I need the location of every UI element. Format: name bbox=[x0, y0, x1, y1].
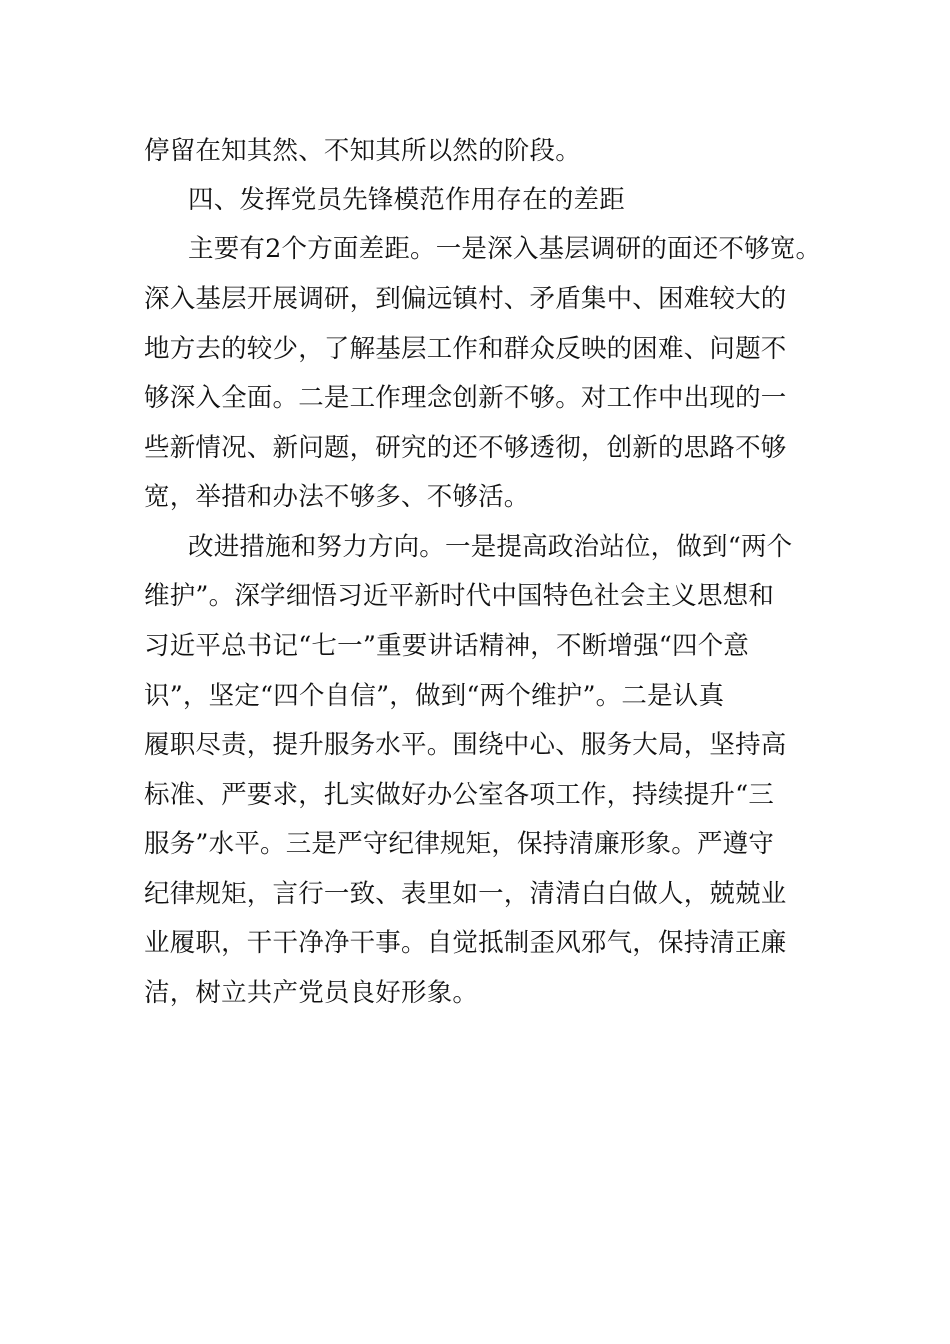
text-line-11: 习近平总书记“七一”重要讲话精神，不断增强“四个意 bbox=[144, 631, 750, 661]
text-line-12: 识”，坚定“四个自信”，做到“两个维护”。二是认真 bbox=[144, 681, 725, 711]
text-line-17: 业履职，干干净净干事。自觉抵制歪风邪气，保持清正廉 bbox=[144, 928, 787, 958]
section-heading: 四、发挥党员先锋模范作用存在的差距 bbox=[188, 185, 625, 215]
text-line-7: 些新情况、新问题，研究的还不够透彻，创新的思路不够 bbox=[144, 433, 787, 463]
text-line-8: 宽，举措和办法不够多、不够活。 bbox=[144, 482, 530, 512]
text-line-6: 够深入全面。二是工作理念创新不够。对工作中出现的一 bbox=[144, 383, 787, 413]
text-line-10: 维护”。深学细悟习近平新时代中国特色社会主义思想和 bbox=[144, 581, 775, 611]
text-line-9: 改进措施和努力方向。一是提高政治站位，做到“两个 bbox=[188, 532, 793, 562]
text-line-5: 地方去的较少，了解基层工作和群众反映的困难、问题不 bbox=[144, 334, 787, 364]
text-line-3: 主要有2个方面差距。一是深入基层调研的面还不够宽。 bbox=[188, 234, 822, 264]
text-line-13: 履职尽责，提升服务水平。围绕中心、服务大局，坚持高 bbox=[144, 730, 787, 760]
text-line-18: 洁，树立共产党员良好形象。 bbox=[144, 978, 479, 1008]
text-line-1: 停留在知其然、不知其所以然的阶段。 bbox=[144, 136, 581, 166]
text-line-4: 深入基层开展调研，到偏远镇村、矛盾集中、困难较大的 bbox=[144, 284, 787, 314]
text-line-14: 标准、严要求，扎实做好办公室各项工作，持续提升“三 bbox=[144, 780, 775, 810]
text-line-16: 纪律规矩，言行一致、表里如一，清清白白做人，兢兢业 bbox=[144, 879, 787, 909]
text-line-15: 服务”水平。三是严守纪律规矩，保持清廉形象。严遵守 bbox=[144, 829, 775, 859]
